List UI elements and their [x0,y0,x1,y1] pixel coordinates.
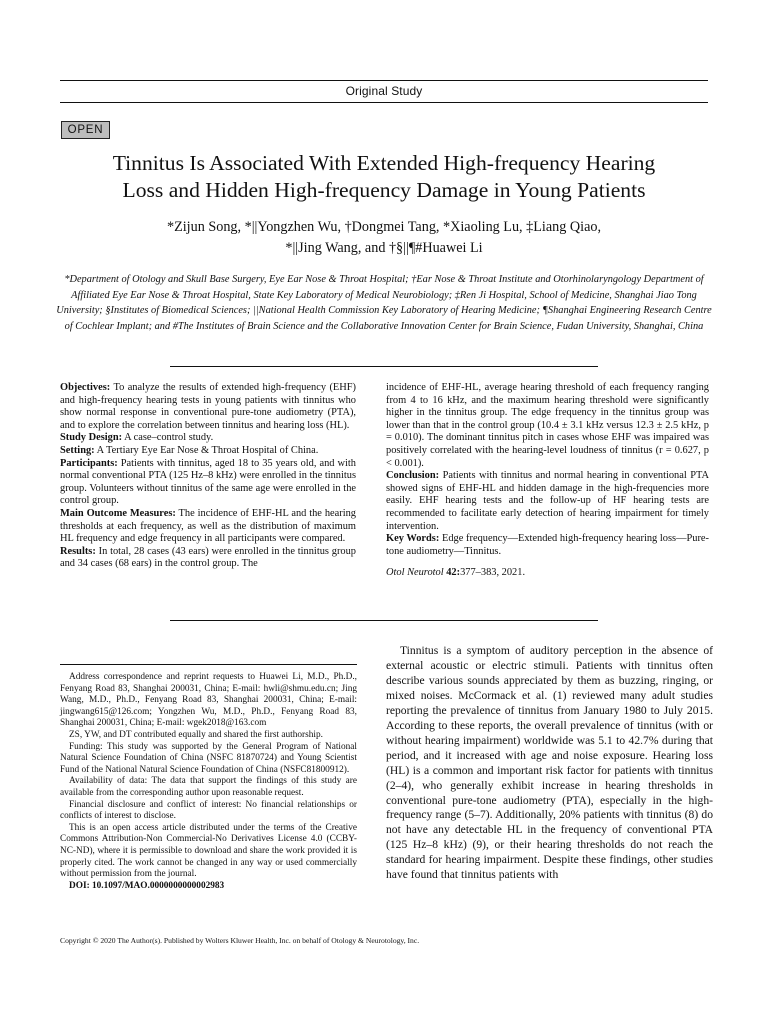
abstract-participants: Participants: Patients with tinnitus, aged 18 to 35 years old, and with normal conventional PTA (125 Hz–8 kHz) were enrolled in the tinnitus group. Volunteers without tinnitus of the same age were enrolled in the control group. [60,457,356,507]
title-line-1: Tinnitus Is Associated With Extended High-frequency Hearing [112,151,656,175]
article-title [40,150,728,204]
author-list [60,217,708,259]
abstract-rule-top [170,366,598,367]
doi-link[interactable]: DOI: 10.1097/MAO.0000000000002983 [69,880,225,891]
footnote-rule [60,664,357,665]
section-label: Original Study [345,84,423,98]
footnote-funding: Funding: This study was supported by the General Program of National Natural Science Foundation of China (NSFC 81870724) and Young Scientist Fund of the National Natural Science Foundation of China (NSFC81800912). [60,741,357,775]
abstract-objectives: Objectives: To analyze the results of extended high-frequency (EHF) and high-frequency hearing tests in young patients with tinnitus who show normal response in conventional pure-tone audiometry (PTA), and to explore the correlation between tinnitus and hearing loss (HL). [60,382,356,431]
abstract-keywords: Key Words: Edge frequency—Extended high-frequency hearing loss—Pure-tone audiometry—Tinnitus. [386,533,709,557]
abstract-rule-bottom [170,620,598,621]
footnotes [60,672,357,892]
authors-line-2: *||Jing Wang, and †§||¶#Huawei Li [285,240,483,256]
footnote-license: This is an open access article distributed under the terms of the Creative Commons Attribution-Non Commercial-No Derivatives License 4.0 (CCBY-NC-ND), where it is permissible to download and share the work provided it is properly cited. The work cannot be changed in any way or used commercially without permission from the journal. [60,822,357,880]
abstract-setting: Setting: A Tertiary Eye Ear Nose & Throat Hospital of China. [60,444,319,456]
authors-line-1: *Zijun Song, *||Yongzhen Wu, †Dongmei Tang, *Xiaoling Lu, ‡Liang Qiao, [166,219,602,235]
header-rule-top [60,80,708,81]
copyright-notice: Copyright © 2020 The Author(s). Published by Wolters Kluwer Health, Inc. on behalf of Otology & Neurotology, Inc. [60,936,420,945]
abstract-results-continued: incidence of EHF-HL, average hearing threshold of each frequency ranging from 4 to 16 kHz, and the maximum hearing threshold were significantly higher in the tinnitus group. The edge frequency in the tinnitus group was lower than that in the control group (10.4 ± 3.1 kHz versus 12.3 ± 2.5 kHz, p = 0.010). The dominant tinnitus pitch in cases whose EHF was impaired was positively correlated with the hearing-level loudness of tinnitus (r = 0.627, p < 0.001). [386,382,709,469]
footnote-contribution: ZS, YW, and DT contributed equally and shared the first authorship. [69,729,323,740]
title-line-2: Loss and Hidden High-frequency Damage in Young Patients [122,178,646,202]
abstract-study-design: Study Design: A case–control study. [60,432,214,444]
open-access-badge: OPEN [61,121,110,139]
header-rule-bottom [60,102,708,103]
abstract-left-column [60,382,356,571]
abstract-results: Results: In total, 28 cases (43 ears) were enrolled in the tinnitus group and 34 cases (68 ears) in the control group. The [60,545,356,570]
footnote-availability: Availability of data: The data that support the findings of this study are available from the corresponding author upon reasonable request. [60,776,357,798]
citation: Otol Neurotol 42:377–383, 2021. [386,567,526,579]
abstract-conclusion: Conclusion: Patients with tinnitus and normal hearing in conventional PTA showed signs of EHF-HL and hidden damage in the high-frequencies more easily. EHF hearing tests and the follow-up of HF hearing tests are recommended to facilitate early detection of hearing impairment for timely intervention. [386,470,709,532]
abstract-right-column [386,382,709,580]
abstract-outcome-measures: Main Outcome Measures: The incidence of EHF-HL and the hearing thresholds at each frequency, as well as the distribution of maximum HL frequency and edge frequency in all participants were compared. [60,507,356,545]
footnote-correspondence: Address correspondence and reprint requests to Huawei Li, M.D., Ph.D., Fenyang Road 83, Shanghai 200031, China; E-mail: hwli@shmu.edu.cn; Jing Wang, M.D., Ph.D., Fenyang Road 83, Shanghai 200031, China; E-mail: jingwang615@126.com; Yongzhen Wu, M.D., Ph.D., Fenyang Road 83, Shanghai 200031, China; E-mail: wgek2018@163.com [60,672,357,729]
footnote-disclosure: Financial disclosure and conflict of interest: No financial relationships or conflicts of interest to disclose. [60,799,357,822]
introduction-paragraph: Tinnitus is a symptom of auditory perception in the absence of external acoustic or electric stimuli. Patients with tinnitus often describe various sounds appreciated by them as buzzing, ringing, or mixed noises. McCormack et al. (1) reviewed many adult studies reporting the prevalence of tinnitus from January 1980 to July 2015. According to these reports, the overall prevalence of tinnitus (with or without hearing impairment) worldwide was 5.1 to 42.7% during that period, and it increased with age and noise exposure. Hearing loss (HL) is a common and important risk factor for patients with tinnitus (2–4), who generally exhibit increase in hearing thresholds in conventional pure-tone audiometry (PTA), especially in the high-frequency range (5–7). Additionally, 20% patients with tinnitus (8) do not have any detectable HL in the frequency of conventional PTA (125 Hz–8 kHz) (9), or their hearing thresholds do not reach the standard for hearing impairment. Despite these findings, other studies have found that tinnitus patients with [386,644,713,882]
author-affiliations: *Department of Otology and Skull Base Surgery, Eye Ear Nose & Throat Hospital; †Ear Nose & Throat Institute and Otorhinolaryngology Department of Affiliated Eye Ear Nose & Throat Hospital, State Key Laboratory of Medical Neurobiology; ‡Ren Ji Hospital, School of Medicine, Shanghai Jiao Tong University; §Institutes of Biomedical Sciences; ||National Health Commission Key Laboratory of Hearing Medicine; ¶Shanghai Engineering Research Centre of Cochlear Implant; and #The Institutes of Brain Science and the Collaborative Innovation Center for Brain Science, Fudan University, Shanghai, China [56,274,712,332]
